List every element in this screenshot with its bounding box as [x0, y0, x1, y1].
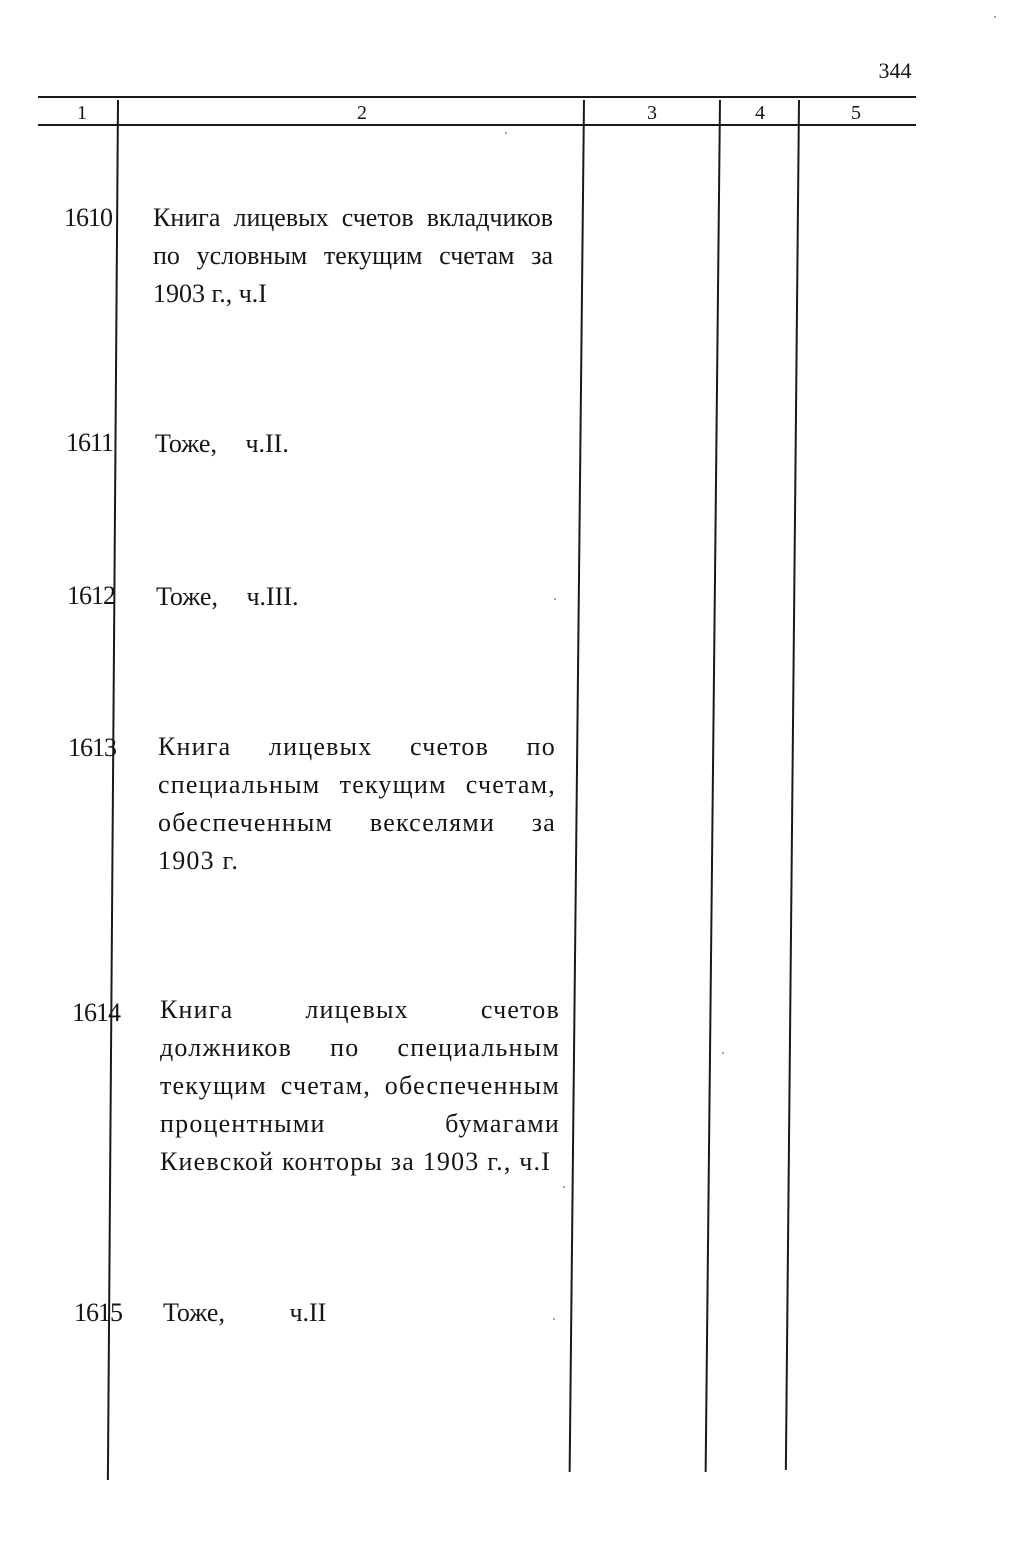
column-divider-3-4: [705, 100, 721, 1472]
scan-speck: [553, 1318, 555, 1320]
header-bottom-rule: [38, 124, 916, 126]
scan-speck: [722, 1052, 724, 1054]
column-header-3: 3: [647, 102, 657, 124]
row-number-1615: 1615: [74, 1298, 122, 1327]
row-description-1611: Тоже, ч.II.: [155, 429, 289, 458]
row-number-1610: 1610: [64, 203, 112, 232]
scan-speck: [563, 1186, 565, 1188]
row-number-1614: 1614: [72, 998, 120, 1027]
row-number-1613: 1613: [68, 733, 116, 762]
column-header-4: 4: [755, 102, 765, 124]
column-divider-2-3: [569, 100, 585, 1472]
column-divider-1-2: [107, 100, 119, 1480]
row-description-1610: Книга лицевых счетов вкладчиков по условным текущим счетам за 1903 г., ч.I: [153, 203, 553, 308]
scan-speck: [505, 132, 507, 134]
page-number: 344: [878, 58, 912, 83]
column-divider-4-5: [785, 100, 800, 1470]
row-description-1612: Тоже, ч.III.: [156, 582, 299, 611]
row-description-1615: Тоже, ч.II: [163, 1298, 327, 1327]
scan-speck: [554, 598, 556, 600]
row-description-1614: Книга лицевых счетов должников по специальным текущим счетам, обеспеченным процентными бумагами Киевской конторы за 1903 г., ч.I: [160, 995, 560, 1176]
column-header-2: 2: [357, 102, 367, 124]
row-description-1613: Книга лицевых счетов по специальным текущим счетам, обеспеченным векселями за 1903 г.: [158, 732, 556, 875]
header-top-rule: [38, 96, 916, 98]
scan-speck: [994, 16, 996, 18]
row-number-1612: 1612: [67, 581, 115, 610]
row-number-1611: 1611: [66, 428, 114, 457]
column-header-5: 5: [851, 102, 861, 124]
column-header-1: 1: [77, 102, 87, 124]
